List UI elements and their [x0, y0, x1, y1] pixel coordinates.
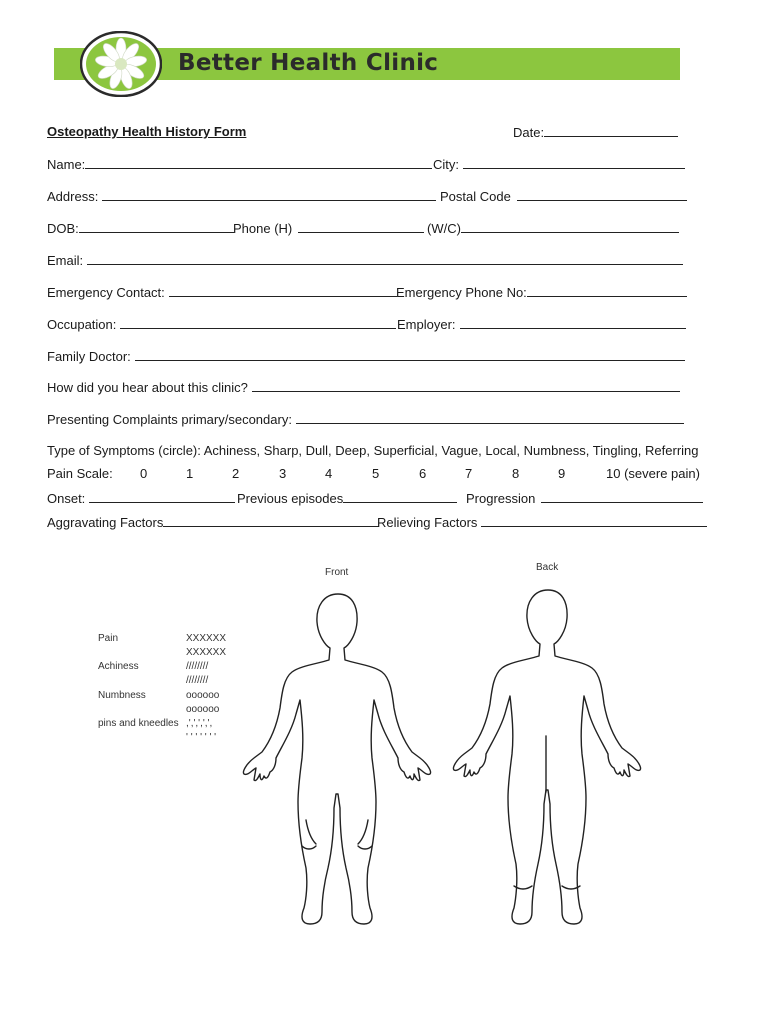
- pain-scale-option[interactable]: 10 (severe pain): [606, 466, 700, 481]
- family-doctor-label: Family Doctor:: [47, 349, 131, 364]
- emergency-contact-field[interactable]: [47, 284, 397, 300]
- aggravating-field[interactable]: [47, 514, 379, 530]
- name-field[interactable]: [47, 156, 432, 172]
- phone-h-input[interactable]: [298, 220, 424, 233]
- emergency-phone-field[interactable]: [396, 284, 687, 300]
- employer-field[interactable]: [397, 316, 686, 332]
- flower-logo-icon: [80, 31, 162, 97]
- emergency-phone-input[interactable]: [527, 284, 687, 297]
- legend-symbol: XXXXXX: [186, 647, 227, 658]
- pain-scale-option[interactable]: 6: [419, 466, 427, 481]
- previous-label: Previous episodes: [237, 491, 344, 506]
- city-input[interactable]: [463, 156, 685, 169]
- pain-scale-option[interactable]: 4: [325, 466, 333, 481]
- employer-label: Employer:: [397, 317, 456, 332]
- form-title: Osteopathy Health History Form: [47, 124, 247, 139]
- complaints-label: Presenting Complaints primary/secondary:: [47, 412, 292, 427]
- front-body-outline: [243, 594, 430, 924]
- postal-input[interactable]: [517, 188, 687, 201]
- emergency-contact-label: Emergency Contact:: [47, 285, 165, 300]
- legend-symbol: oooooo: [186, 690, 220, 701]
- phone-h-label: Phone (H): [233, 221, 293, 236]
- pain-scale-option[interactable]: 2: [232, 466, 240, 481]
- complaints-input[interactable]: [296, 411, 684, 424]
- dob-field[interactable]: [47, 220, 234, 236]
- legend-symbol: ////////: [186, 661, 209, 672]
- phone-wc-field[interactable]: [427, 220, 679, 236]
- occupation-input[interactable]: [120, 316, 396, 329]
- onset-field[interactable]: [47, 490, 235, 506]
- hear-input[interactable]: [252, 379, 680, 392]
- legend-label: Numbness: [98, 690, 146, 701]
- previous-input[interactable]: [343, 490, 457, 503]
- legend-symbol: ////////: [186, 675, 209, 686]
- name-input[interactable]: [85, 156, 432, 169]
- family-doctor-input[interactable]: [135, 348, 685, 361]
- complaints-field[interactable]: [47, 411, 684, 427]
- symptoms-line[interactable]: Type of Symptoms (circle): Achiness, Sharp, Dull, Deep, Superficial, Vague, Local, Numbness, Tingling, Referring: [47, 443, 699, 458]
- pain-scale-option[interactable]: 5: [372, 466, 380, 481]
- phone-wc-label: (W/C): [427, 221, 461, 236]
- legend-symbol: XXXXXX: [186, 633, 227, 644]
- name-label: Name:: [47, 157, 86, 172]
- relieving-input[interactable]: [481, 514, 707, 527]
- email-label: Email:: [47, 253, 84, 268]
- back-body-outline: [453, 590, 640, 924]
- onset-input[interactable]: [89, 490, 235, 503]
- address-label: Address:: [47, 189, 99, 204]
- address-field[interactable]: [47, 188, 436, 204]
- progression-label: Progression: [466, 491, 536, 506]
- city-field[interactable]: [433, 156, 685, 172]
- dob-label: DOB:: [47, 221, 79, 236]
- pain-scale-option[interactable]: 1: [186, 466, 194, 481]
- hear-field[interactable]: [47, 379, 680, 395]
- aggravating-label: Aggravating Factors: [47, 515, 164, 530]
- date-label: Date:: [513, 125, 545, 140]
- legend-label: Achiness: [98, 661, 139, 672]
- dob-input[interactable]: [79, 220, 234, 233]
- emergency-phone-label: Emergency Phone No:: [396, 285, 527, 300]
- aggravating-input[interactable]: [163, 514, 379, 527]
- pain-scale-option[interactable]: 9: [558, 466, 566, 481]
- legend-symbol: oooooo: [186, 704, 220, 715]
- pain-scale-option[interactable]: 3: [279, 466, 287, 481]
- pain-scale-option[interactable]: 0: [140, 466, 148, 481]
- phone-h-field[interactable]: [233, 220, 424, 236]
- occupation-field[interactable]: [47, 316, 396, 332]
- employer-input[interactable]: [460, 316, 686, 329]
- front-body-diagram[interactable]: [236, 588, 440, 932]
- occupation-label: Occupation:: [47, 317, 117, 332]
- pain-scale-option[interactable]: 7: [465, 466, 473, 481]
- phone-wc-input[interactable]: [461, 220, 679, 233]
- onset-label: Onset:: [47, 491, 86, 506]
- hear-label: How did you hear about this clinic?: [47, 380, 248, 395]
- clinic-name: Better Health Clinic: [178, 50, 439, 76]
- city-label: City:: [433, 157, 459, 172]
- previous-field[interactable]: [237, 490, 457, 506]
- email-input[interactable]: [87, 252, 683, 265]
- address-input[interactable]: [102, 188, 436, 201]
- legend-symbol: ' ' ' ' ' ' ': [186, 732, 217, 743]
- relieving-field[interactable]: [377, 514, 707, 530]
- progression-field[interactable]: [466, 490, 703, 506]
- back-body-diagram[interactable]: [446, 586, 650, 932]
- postal-field[interactable]: [440, 188, 687, 204]
- postal-label: Postal Code: [440, 189, 511, 204]
- emergency-contact-input[interactable]: [169, 284, 397, 297]
- legend-symbol: ,',',',',',: [186, 718, 213, 729]
- pain-scale-option[interactable]: 8: [512, 466, 520, 481]
- progression-input[interactable]: [541, 490, 703, 503]
- email-field[interactable]: [47, 252, 683, 268]
- family-doctor-field[interactable]: [47, 348, 685, 364]
- date-input[interactable]: [544, 124, 678, 137]
- pain-scale-label: Pain Scale:: [47, 466, 113, 481]
- front-label: Front: [325, 567, 349, 578]
- relieving-label: Relieving Factors: [377, 515, 478, 530]
- back-label: Back: [536, 562, 559, 573]
- date-field[interactable]: [513, 124, 678, 140]
- legend-label: pins and kneedles: [98, 718, 179, 729]
- legend-label: Pain: [98, 633, 119, 644]
